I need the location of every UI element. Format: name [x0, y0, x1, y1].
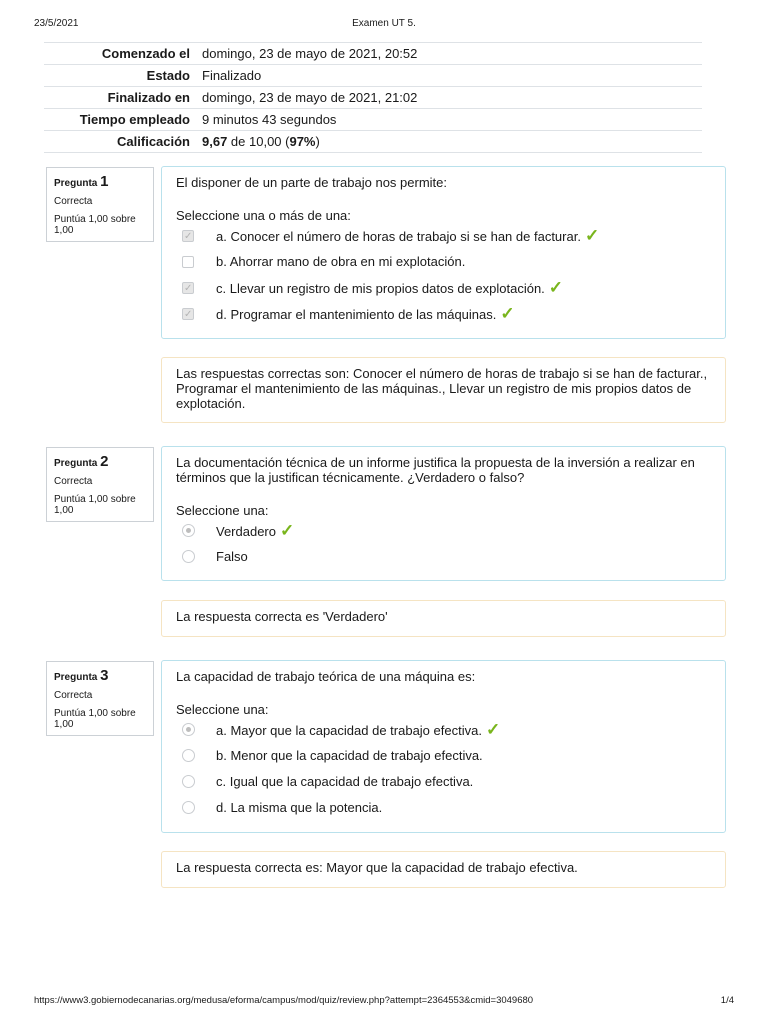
grade-out-of: de 10,00 ( [227, 134, 290, 149]
page-number: 1/4 [720, 995, 734, 1006]
question-text: La capacidad de trabajo teórica de una máquina es: [176, 669, 476, 684]
check-icon: ✓ [500, 304, 515, 323]
question-text: La documentación técnica de un informe justifica la propuesta de la inversión a realizar en términos que la justifican técnicamente. ¿Verdadero o falso? [176, 455, 695, 485]
question-info-2 [46, 447, 154, 522]
answer-option[interactable]: ✓ d. Programar el mantenimiento de las máquinas. ✓ [176, 301, 711, 327]
attempt-summary-table [44, 42, 702, 153]
question-grade: Puntúa 1,00 sobre 1,00 [54, 214, 136, 236]
radio-button[interactable] [182, 723, 195, 736]
question-state: Correcta [54, 476, 93, 487]
summary-label: Calificación [44, 131, 196, 153]
page-title: Examen UT 5. [352, 18, 416, 29]
answer-option[interactable]: ✓ a. Conocer el número de horas de trabajo si se han de facturar. ✓ [176, 223, 711, 249]
grade-score: 9,67 [202, 134, 228, 149]
check-icon: ✓ [485, 720, 501, 739]
check-icon: ✓ [548, 278, 564, 297]
answer-option[interactable]: d. La misma que la potencia. [176, 795, 711, 821]
question-number: Pregunta 3 [54, 667, 109, 684]
answer-option[interactable]: c. Igual que la capacidad de trabajo efectiva. [176, 769, 711, 795]
answer-prompt: Seleccione una: [176, 702, 269, 717]
summary-label: Tiempo empleado [44, 109, 196, 131]
checkbox[interactable] [182, 308, 194, 320]
radio-button[interactable] [182, 775, 195, 788]
summary-row [44, 87, 702, 109]
question-formulation-1 [161, 166, 726, 339]
checkbox[interactable] [182, 230, 194, 242]
summary-row [44, 109, 702, 131]
page-url: https://www3.gobiernodecanarias.org/medusa/eforma/campus/mod/quiz/review.php?attempt=2364553&cmid=3049680 [34, 995, 534, 1006]
question-grade: Puntúa 1,00 sobre 1,00 [54, 708, 136, 730]
answer-option[interactable]: a. Mayor que la capacidad de trabajo efectiva. ✓ [176, 717, 711, 743]
grade-percent: 97% [289, 134, 316, 149]
summary-value: domingo, 23 de mayo de 2021, 21:02 [196, 87, 702, 109]
checkbox[interactable] [182, 256, 194, 268]
question-state: Correcta [54, 690, 93, 701]
answer-prompt: Seleccione una o más de una: [176, 208, 351, 223]
answer-option[interactable]: b. Ahorrar mano de obra en mi explotación. [176, 249, 711, 275]
question-number: Pregunta 1 [54, 173, 109, 190]
summary-value: domingo, 23 de mayo de 2021, 20:52 [196, 43, 702, 65]
radio-button[interactable] [182, 801, 195, 814]
answer-option[interactable]: Falso [176, 544, 711, 570]
question-feedback-3: La respuesta correcta es: Mayor que la capacidad de trabajo efectiva. [161, 851, 726, 888]
question-formulation-3 [161, 660, 726, 833]
question-info-3 [46, 661, 154, 736]
check-icon: ✓ [584, 226, 600, 245]
question-state: Correcta [54, 196, 93, 207]
radio-button[interactable] [182, 749, 195, 762]
summary-row [44, 131, 702, 153]
radio-button[interactable] [182, 550, 195, 563]
grade-close: ) [315, 134, 320, 149]
summary-label: Comenzado el [44, 43, 196, 65]
question-feedback-2: La respuesta correcta es 'Verdadero' [161, 600, 726, 637]
summary-row [44, 65, 702, 87]
summary-label: Finalizado en [44, 87, 196, 109]
radio-button[interactable] [182, 524, 195, 537]
answer-option[interactable]: b. Menor que la capacidad de trabajo efectiva. [176, 743, 711, 769]
summary-value: 9 minutos 43 segundos [196, 109, 702, 131]
answer-option[interactable]: ✓ c. Llevar un registro de mis propios datos de explotación. ✓ [176, 275, 711, 301]
summary-row [44, 43, 702, 65]
question-text: El disponer de un parte de trabajo nos permite: [176, 175, 448, 190]
question-formulation-2 [161, 446, 726, 581]
answer-option[interactable]: Verdadero ✓ [176, 518, 711, 544]
answer-prompt: Seleccione una: [176, 503, 269, 518]
checkbox[interactable] [182, 282, 194, 294]
summary-value: Finalizado [196, 65, 702, 87]
question-grade: Puntúa 1,00 sobre 1,00 [54, 494, 136, 516]
print-date: 23/5/2021 [34, 18, 79, 29]
check-icon: ✓ [280, 521, 295, 540]
summary-label: Estado [44, 65, 196, 87]
question-info-1 [46, 167, 154, 242]
grade-value [196, 131, 702, 153]
question-feedback-1: Las respuestas correctas son: Conocer el número de horas de trabajo si se han de facturar., Programar el mantenimiento de las máquinas., Llevar un registro de mis propios datos de explotación. [161, 357, 726, 423]
question-number: Pregunta 2 [54, 453, 109, 470]
